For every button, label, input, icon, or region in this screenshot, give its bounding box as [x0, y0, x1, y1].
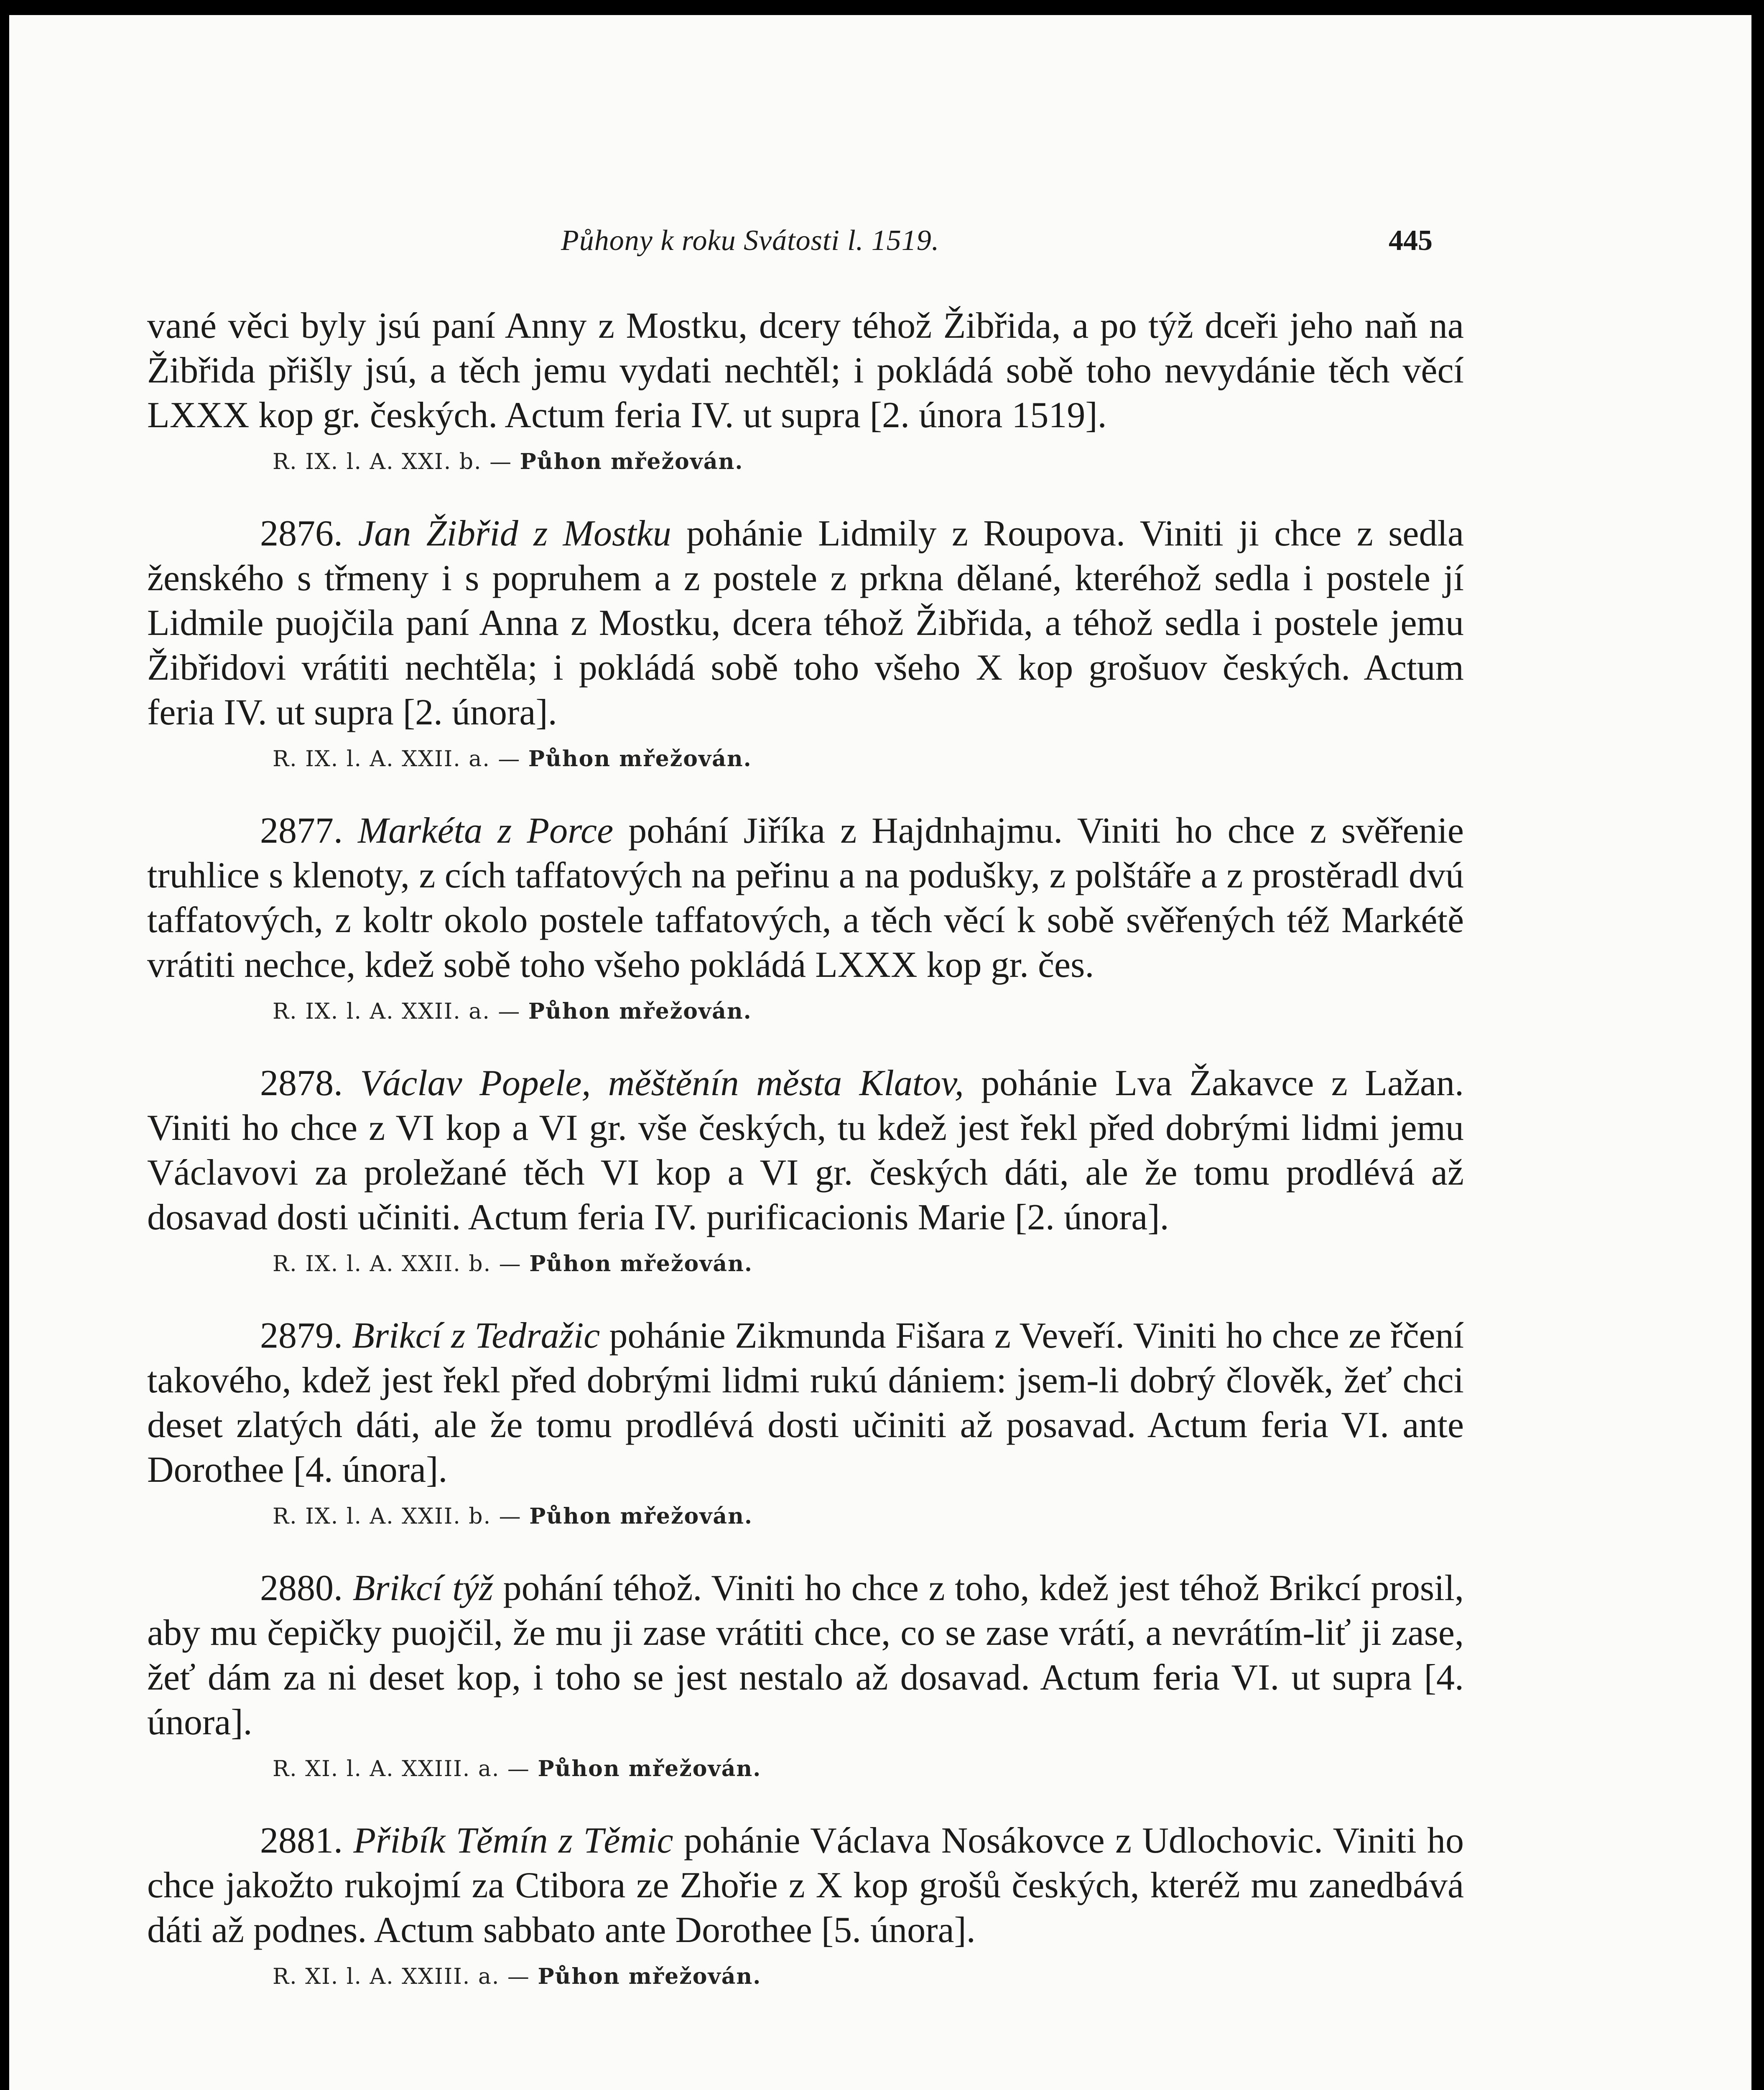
entry-2880 — [147, 1566, 1464, 1786]
reference-note: Půhon mřežován. — [528, 746, 752, 772]
archive-reference — [147, 742, 1464, 776]
entry-text — [147, 808, 1464, 987]
reference-note: Půhon mřežován. — [538, 1756, 762, 1782]
entry-2877 — [147, 808, 1464, 1028]
archive-reference — [147, 995, 1464, 1028]
entry-name: Brikcí týž — [352, 1568, 494, 1608]
entry-2881 — [147, 1818, 1464, 1993]
reference-code: R. XI. l. A. XXIII. a. — — [273, 1756, 530, 1782]
entry-name: Jan Žibřid z Mostku — [358, 513, 671, 554]
reference-code: R. IX. l. A. XXII. a. — — [273, 999, 521, 1024]
archive-reference — [147, 1247, 1464, 1281]
entry-name: Přibík Těmín z Těmic — [353, 1820, 673, 1861]
entry-2879 — [147, 1313, 1464, 1533]
entry-text — [147, 511, 1464, 735]
reference-code: R. IX. l. A. XXI. b. — — [273, 449, 512, 474]
entry-text — [147, 1061, 1464, 1240]
scanned-page — [9, 15, 1751, 2090]
entry-2878 — [147, 1061, 1464, 1281]
entry-number: 2881. — [260, 1820, 343, 1861]
reference-code: R. XI. l. A. XXIII. a. — — [273, 1964, 530, 1989]
page-number: 445 — [1389, 224, 1433, 257]
entry-body: pohání Jiříka z Hajdnhajmu. Viniti ho chce z svěřenie truhlice s klenoty, z cích taffatových na peřinu a na podušky, z polštáře a z prostěradl dvú taffatových, z koltr okolo postele taffatových, a těch věcí k sobě svěřených též Markétě vrátiti nechce, kdež sobě toho všeho pokládá LXXX kop gr. čes. — [147, 811, 1464, 985]
entry-number: 2876. — [260, 513, 343, 554]
archive-reference — [147, 445, 1464, 479]
entry-text — [147, 1566, 1464, 1745]
entry-body: pohánie Lidmily z Roupova. Viniti ji chce z sedla ženského s třmeny i s popruhem a z postele z prkna dělané, kteréhož sedla i postele jí Lidmile puojčila paní Anna z Mostku, dcera téhož Žibřida, a téhož sedla i postele jemu Žibřidovi vrátiti nechtěla; i pokládá sobě toho všeho X kop grošuov českých. Actum feria IV. ut supra [2. února]. — [147, 513, 1464, 733]
entry-text: vané věci byly jsú paní Anny z Mostku, dcery téhož Žibřida, a po týž dceři jeho naň na Žibřida přišly jsú, a těch jemu vydati nechtěl; i pokládá sobě toho nevydánie těch věcí LXXX kop gr. českých. Actum feria IV. ut supra [2. února 1519]. — [147, 306, 1464, 436]
entry-number: 2878. — [260, 1063, 343, 1104]
reference-code: R. IX. l. A. XXII. b. — — [273, 1251, 522, 1277]
entry-name: Markéta z Porce — [357, 811, 614, 851]
entry-name: Václav Popele, měštěnín města Klatov, — [360, 1063, 964, 1104]
entry-body: pohání téhož. Viniti ho chce z toho, kdež jest téhož Brikcí prosil, aby mu čepičky puojčil, že mu ji zase vrátiti chce, co se zase vrátí, a nevrátím-liť ji zase, žeť dám za ni deset kop, i toho se jest nestalo až dosavad. Actum feria VI. ut supra [4. února]. — [147, 1568, 1464, 1743]
running-title: Půhony k roku Svátosti l. 1519. — [561, 224, 940, 257]
entry-text — [147, 1818, 1464, 1952]
entry-2876 — [147, 511, 1464, 776]
entry-number: 2880. — [260, 1568, 343, 1608]
continued-entry — [147, 303, 1464, 479]
entry-body: pohánie Lva Žakavce z Lažan. Viniti ho chce z VI kop a VI gr. vše českých, tu kdež jest řekl před dobrými lidmi jemu Václavovi za proležané těch VI kop a VI gr. českých dáti, ale že tomu prodlévá až dosavad dosti učiniti. Actum feria IV. purificacionis Marie [2. února]. — [147, 1063, 1464, 1238]
reference-note: Půhon mřežován. — [528, 999, 752, 1024]
entry-number: 2877. — [260, 811, 343, 851]
archive-reference — [147, 1752, 1464, 1786]
archive-reference — [147, 1500, 1464, 1533]
reference-code: R. IX. l. A. XXII. b. — — [273, 1504, 522, 1529]
entry-number: 2879. — [260, 1315, 343, 1356]
reference-note: Půhon mřežován. — [520, 449, 744, 474]
entry-text — [147, 1313, 1464, 1492]
entry-body: pohánie Václava Nosákovce z Udlochovic. Viniti ho chce jakožto rukojmí za Ctibora ze Zhořie z X kop grošů českých, kteréž mu zanedbává dáti až podnes. Actum sabbato ante Dorothee [5. února]. — [147, 1820, 1464, 1950]
archive-reference — [147, 1960, 1464, 1993]
page-header — [9, 212, 1751, 262]
body-text — [147, 303, 1464, 1993]
entry-name: Brikcí z Tedražic — [352, 1315, 600, 1356]
reference-note: Půhon mřežován. — [529, 1251, 753, 1277]
reference-code: R. IX. l. A. XXII. a. — — [273, 747, 521, 772]
reference-note: Půhon mřežován. — [529, 1504, 753, 1529]
reference-note: Půhon mřežován. — [538, 1964, 762, 1989]
entry-body: pohánie Zikmunda Fišara z Veveří. Viniti ho chce ze řčení takového, kdež jest řekl před dobrými lidmi rukú dániem: jsem-li dobrý člověk, žeť chci deset zlatých dáti, ale že tomu prodlévá dosti učiniti až posavad. Actum feria VI. ante Dorothee [4. února]. — [147, 1315, 1464, 1490]
